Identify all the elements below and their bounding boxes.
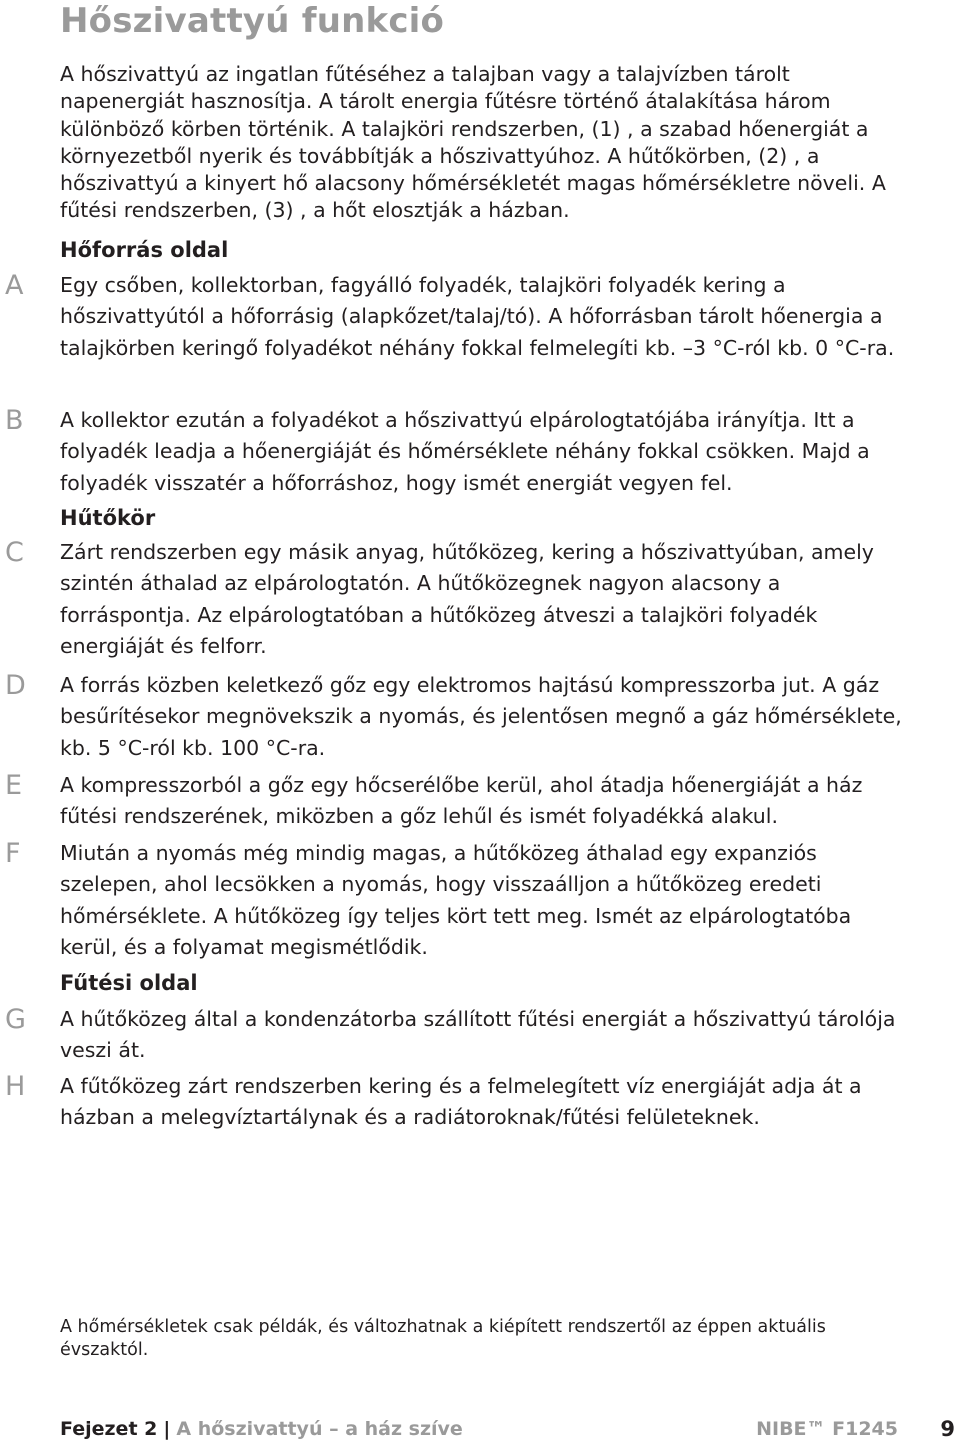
heading-refrigerant: Hűtőkör [60, 506, 156, 530]
heading-heating: Fűtési oldal [60, 971, 198, 995]
step-marker-e: E [5, 770, 23, 801]
step-marker-b: B [5, 405, 24, 436]
step-text-f: Miután a nyomás még mindig magas, a hűtőközeg áthalad egy expanziós szelepen, ahol lecsökken a nyomás, hogy visszaálljon a hűtőközeg eredeti hőmérséklete. A hűtőközeg így teljes kört tett meg. Ismét az elpárologtatóba kerül, és a folyamat megismétlődik. [60, 841, 852, 960]
footer-chapter-title: A hőszivattyú – a ház szíve [176, 1418, 463, 1440]
page-title: Hőszivattyú funkció [60, 1, 445, 41]
step-marker-a: A [5, 270, 24, 301]
intro-paragraph: A hőszivattyú az ingatlan fűtéséhez a talajban vagy a talajvízben tárolt napenergiát hasznosítja. A tárolt energia fűtésre történő átalakítása három különböző körben történik. A talajköri rendszerben, (1) , a szabad hőenergiát a környezetből nyerik és továbbítják a hőszivattyúhoz. A hűtőkörben, (2) , a hőszivattyú a kinyert hő alacsony hőmérsékletét magas hőmérsékletre növeli. A fűtési rendszerben, (3) , a hőt elosztják a házban. [60, 62, 886, 223]
step-marker-f: F [5, 838, 21, 869]
footer-product-name: NIBE™ F1245 [756, 1418, 898, 1440]
footer-chapter [60, 1414, 463, 1444]
step-text-h: A fűtőközeg zárt rendszerben kering és a felmelegített víz energiáját adja át a házban a melegvíztartálynak és a radiátoroknak/fűtési felületeknek. [60, 1074, 862, 1130]
page-number: 9 [940, 1417, 955, 1441]
step-text-b: A kollektor ezután a folyadékot a hőszivattyú elpárologtatójába irányítja. Itt a folyadék leadja a hőenergiáját és hőmérséklete néhány fokkal csökken. Majd a folyadék visszatér a hőforráshoz, hogy ismét energiát vegyen fel. [60, 408, 870, 495]
step-text-g: A hűtőközeg által a kondenzátorba szállított fűtési energiát a hőszivattyú tárolója veszi át. [60, 1007, 896, 1063]
step-text-e: A kompresszorból a gőz egy hőcserélőbe kerül, ahol átadja hőenergiáját a ház fűtési rendszerének, miközben a gőz lehűl és ismét folyadékká alakul. [60, 773, 863, 829]
step-text-a: Egy csőben, kollektorban, fagyálló folyadék, talajköri folyadék kering a hőszivattyútól a hőforrásig (alapkőzet/talaj/tó). A hőforrásban tárolt hőenergia a talajkörben keringő folyadékot néhány fokkal felmelegíti kb. –3 °C-ról kb. 0 °C-ra. [60, 273, 895, 360]
footer-chapter-label: Fejezet 2 [60, 1418, 158, 1440]
step-marker-g: G [5, 1004, 26, 1035]
step-marker-d: D [5, 670, 26, 701]
footnote: A hőmérsékletek csak példák, és változhatnak a kiépített rendszertől az éppen aktuális évszaktól. [60, 1317, 826, 1360]
heading-heat-source: Hőforrás oldal [60, 238, 229, 262]
footer-separator: | [163, 1418, 171, 1440]
step-text-d: A forrás közben keletkező gőz egy elektromos hajtású kompresszorba jut. A gáz besűrítésekor megnövekszik a nyomás, és jelentősen megnő a gáz hőmérséklete, kb. 5 °C-ról kb. 100 °C-ra. [60, 673, 902, 760]
step-text-c: Zárt rendszerben egy másik anyag, hűtőközeg, kering a hőszivattyúban, amely szintén áthalad az elpárologtatón. A hűtőközegnek nagyon alacsony a forráspontja. Az elpárologtatóban a hűtőközeg átveszi a talajköri folyadék energiáját és felforr. [60, 540, 874, 659]
page-footer [60, 1414, 960, 1444]
step-marker-c: C [5, 537, 24, 568]
step-marker-h: H [5, 1071, 26, 1102]
